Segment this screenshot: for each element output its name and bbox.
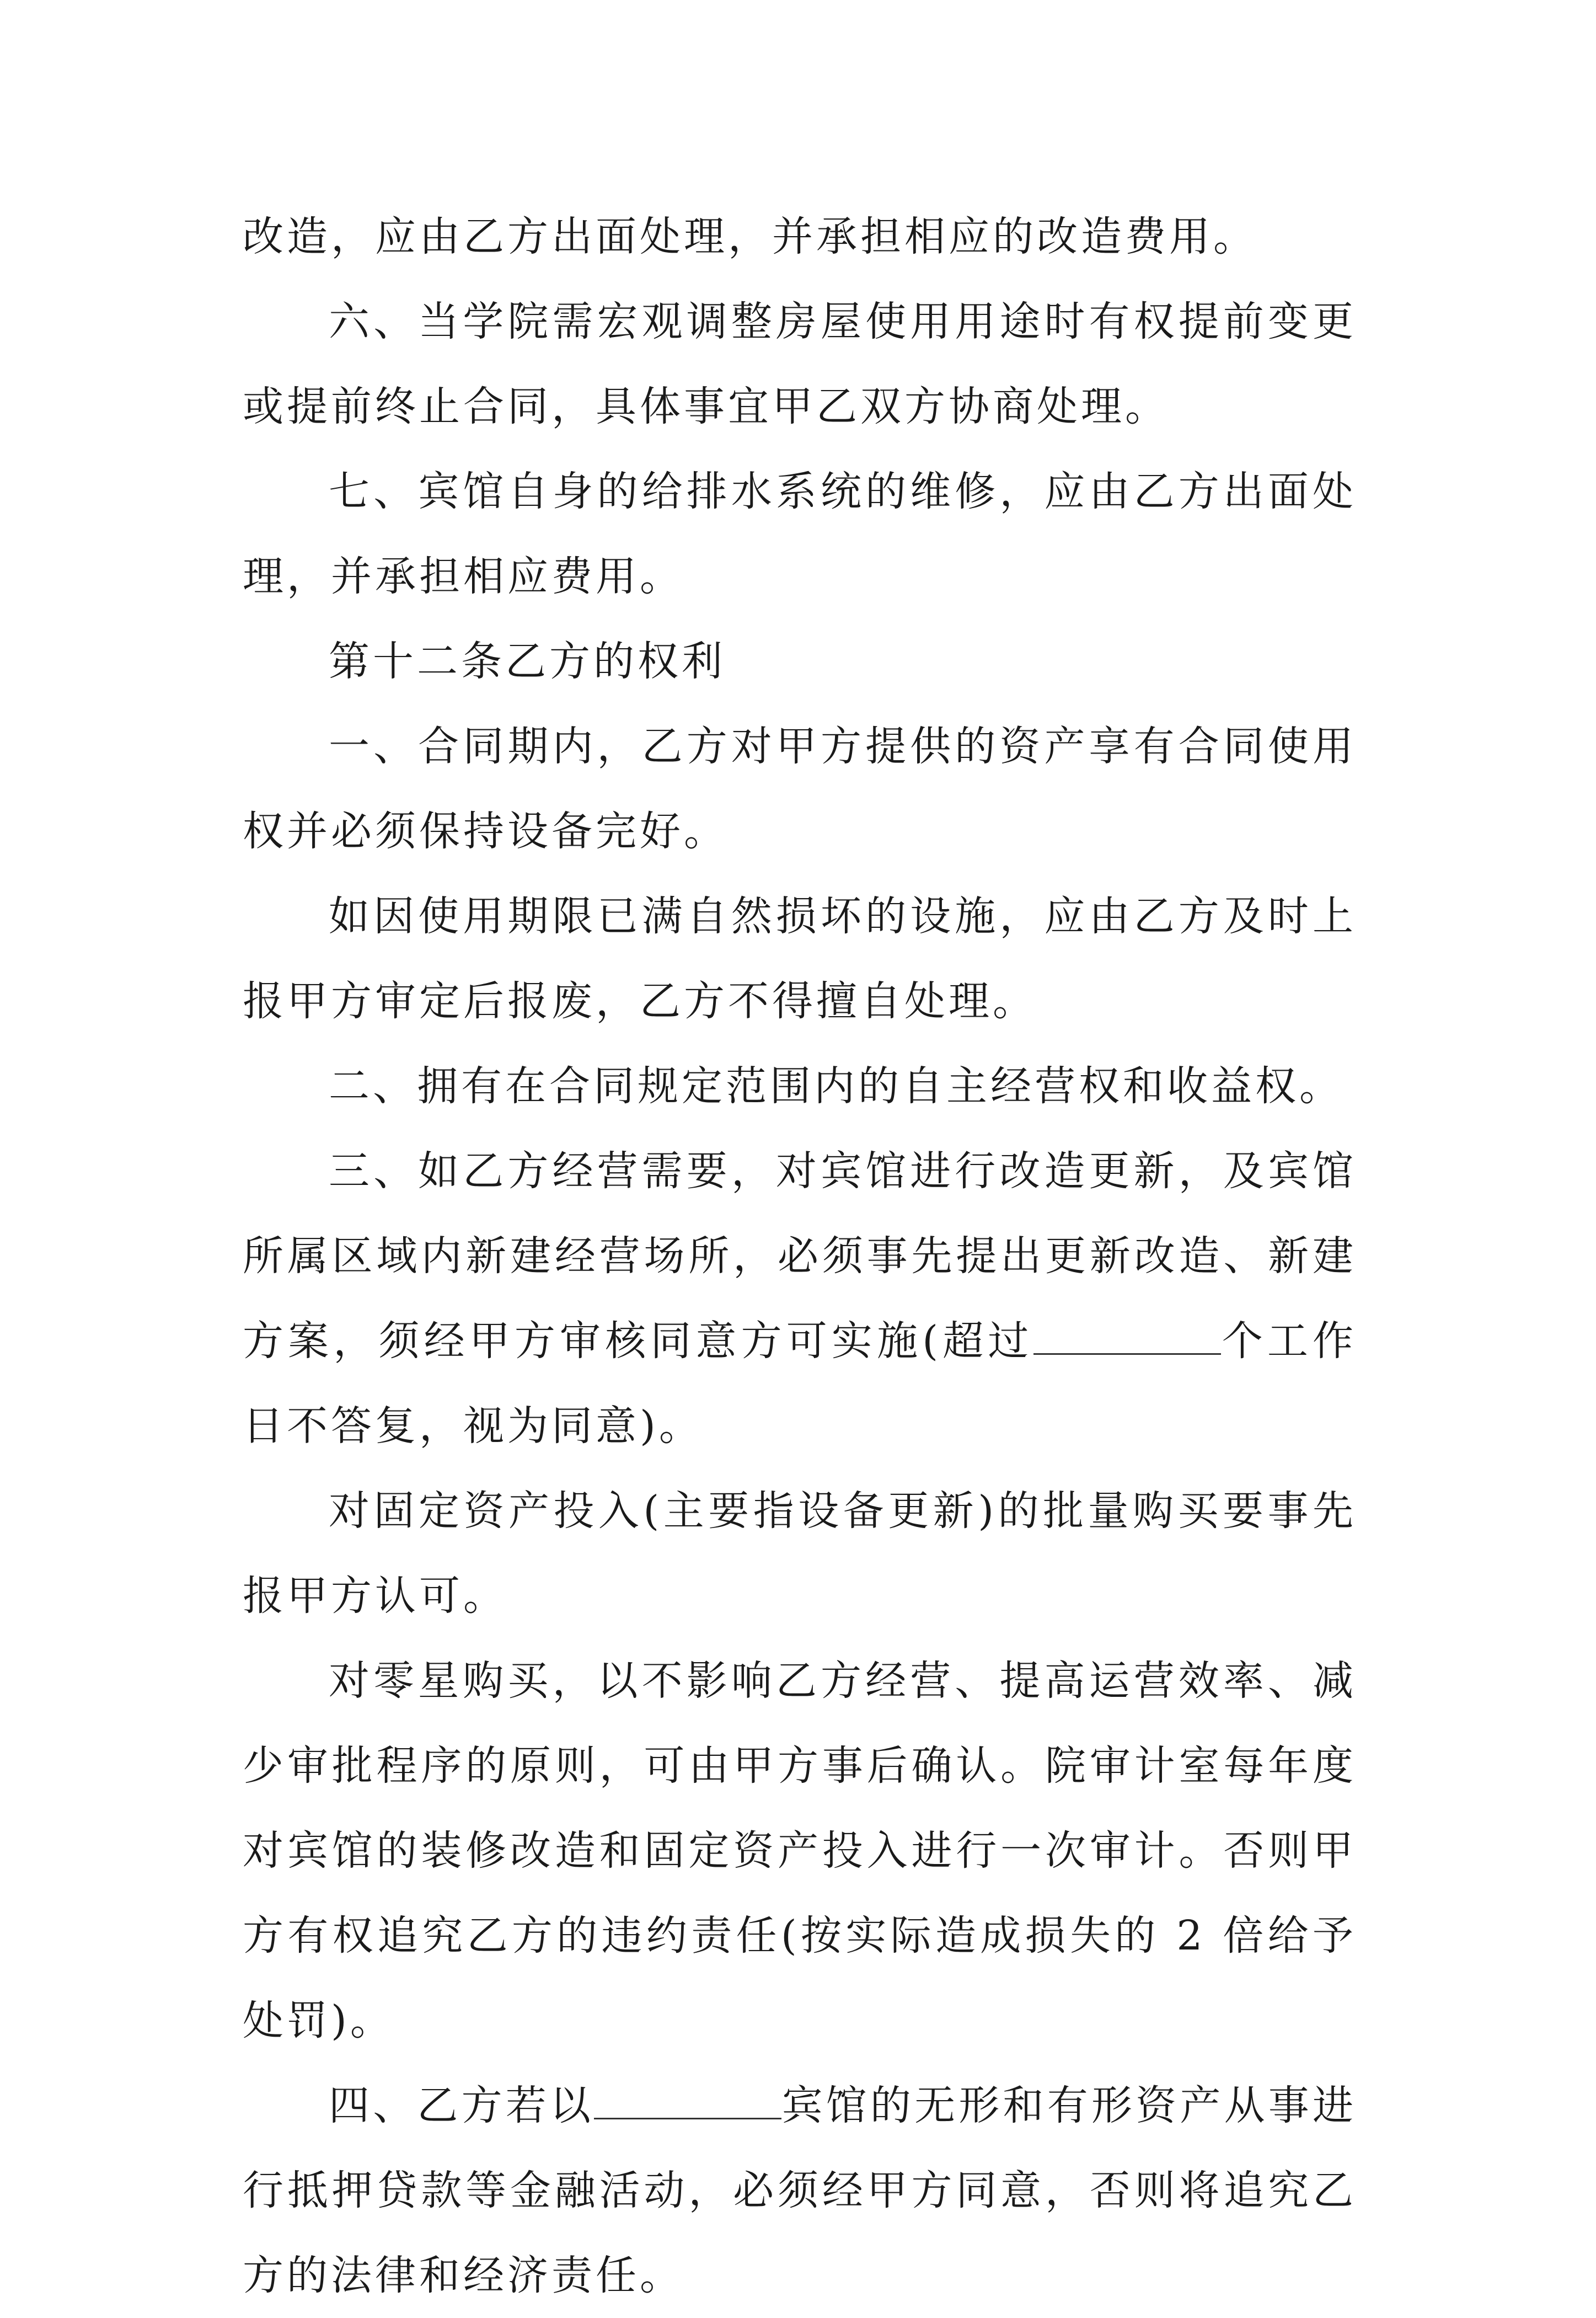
paragraph-continuation: 改造，应由乙方出面处理，并承担相应的改造费用。 bbox=[243, 213, 1257, 260]
paragraph-right-3 bbox=[243, 1129, 1357, 1468]
paragraph-right-1-note: 如因使用期限已满自然损坏的设施，应由乙方及时上报甲方审定后报废，乙方不得擅自处理。 bbox=[243, 893, 1357, 1025]
paragraph-small-purchases: 对零星购买，以不影响乙方经营、提高运营效率、减少审批程序的原则，可由甲方事后确认。院审计室每年度对宾馆的装修改造和固定资产投入进行一次审计。否则甲方有权追究乙方的违约责任(按实际造成损失的 2 倍给予处罚)。 bbox=[243, 1657, 1357, 2044]
paragraph-right-4-before: 四、乙方若以 bbox=[329, 2082, 595, 2129]
fill-in-blank-hotel-name[interactable] bbox=[594, 2085, 781, 2119]
paragraph-clause-7: 七、宾馆自身的给排水系统的维修，应由乙方出面处理，并承担相应费用。 bbox=[243, 468, 1357, 600]
paragraph-clause-6: 六、当学院需宏观调整房屋使用用途时有权提前变更或提前终止合同，具体事宜甲乙双方协商处理。 bbox=[243, 298, 1357, 430]
paragraph-fixed-assets: 对固定资产投入(主要指设备更新)的批量购买要事先报甲方认可。 bbox=[243, 1487, 1357, 1620]
document-body bbox=[243, 194, 1357, 2318]
fill-in-blank-days[interactable] bbox=[1033, 1320, 1221, 1355]
paragraph-right-4 bbox=[243, 2063, 1357, 2318]
paragraph-right-3-before: 三、如乙方经营需要，对宾馆进行改造更新，及宾馆所属区域内新建经营场所，必须事先提出更新改造、新建方案，须经甲方审核同意方可实施(超过 bbox=[243, 1147, 1357, 1365]
article-heading: 第十二条乙方的权利 bbox=[329, 638, 726, 685]
paragraph-right-1: 一、合同期内，乙方对甲方提供的资产享有合同使用权并必须保持设备完好。 bbox=[243, 723, 1357, 855]
paragraph-right-3-after: 个工作日不答复，视为同意)。 bbox=[243, 1317, 1357, 1450]
paragraph-right-2: 二、拥有在合同规定范围内的自主经营权和收益权。 bbox=[329, 1062, 1343, 1110]
paragraph-right-4-after: 宾馆的无形和有形资产从事进行抵押贷款等金融活动，必须经甲方同意，否则将追究乙方的法律和经济责任。 bbox=[243, 2082, 1357, 2299]
